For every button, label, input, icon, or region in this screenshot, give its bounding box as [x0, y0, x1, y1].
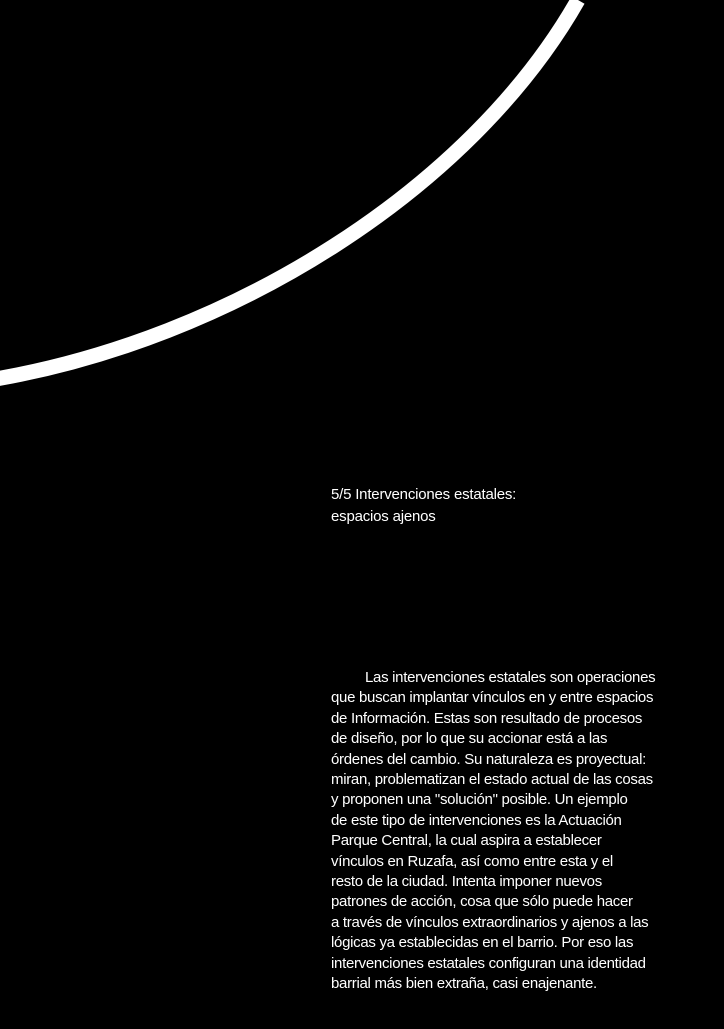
paragraph-line: Las intervenciones estatales son operaciones [365, 669, 656, 686]
paragraph-line: resto de la ciudad. Intenta imponer nuevos [331, 873, 602, 891]
paragraph-line: miran, problematizan el estado actual de las cosas [331, 771, 653, 789]
section-heading-line-2: espacios ajenos [331, 508, 436, 525]
paragraph-line: y proponen una "solución" posible. Un ejemplo [331, 791, 628, 809]
paragraph-line: de este tipo de intervenciones es la Actuación [331, 811, 622, 829]
paragraph-line: intervenciones estatales configuran una identidad [331, 954, 646, 972]
paragraph-line: que buscan implantar vínculos en y entre espacios [331, 689, 654, 707]
paragraph-line: patrones de acción, cosa que sólo puede hacer [331, 893, 633, 911]
body-paragraph [331, 668, 693, 995]
paragraph-line: de diseño, por lo que su accionar está a las [331, 730, 608, 748]
paragraph-line: órdenes del cambio. Su naturaleza es proyectual: [331, 750, 646, 768]
paragraph-line: lógicas ya establecidas en el barrio. Por eso las [331, 934, 634, 952]
paragraph-line: vínculos en Ruzafa, así como entre esta y el [331, 852, 613, 870]
paragraph-line: a través de vínculos extraordinarios y ajenos a las [331, 913, 649, 931]
arc-stroke [0, 0, 578, 380]
paragraph-line: Parque Central, la cual aspira a establecer [331, 832, 602, 850]
section-heading-line-1: 5/5 Intervenciones estatales: [331, 486, 517, 503]
section-heading [331, 484, 661, 528]
paragraph-line: barrial más bien extraña, casi enajenante. [331, 975, 597, 993]
paragraph-line: de Información. Estas son resultado de procesos [331, 709, 643, 727]
